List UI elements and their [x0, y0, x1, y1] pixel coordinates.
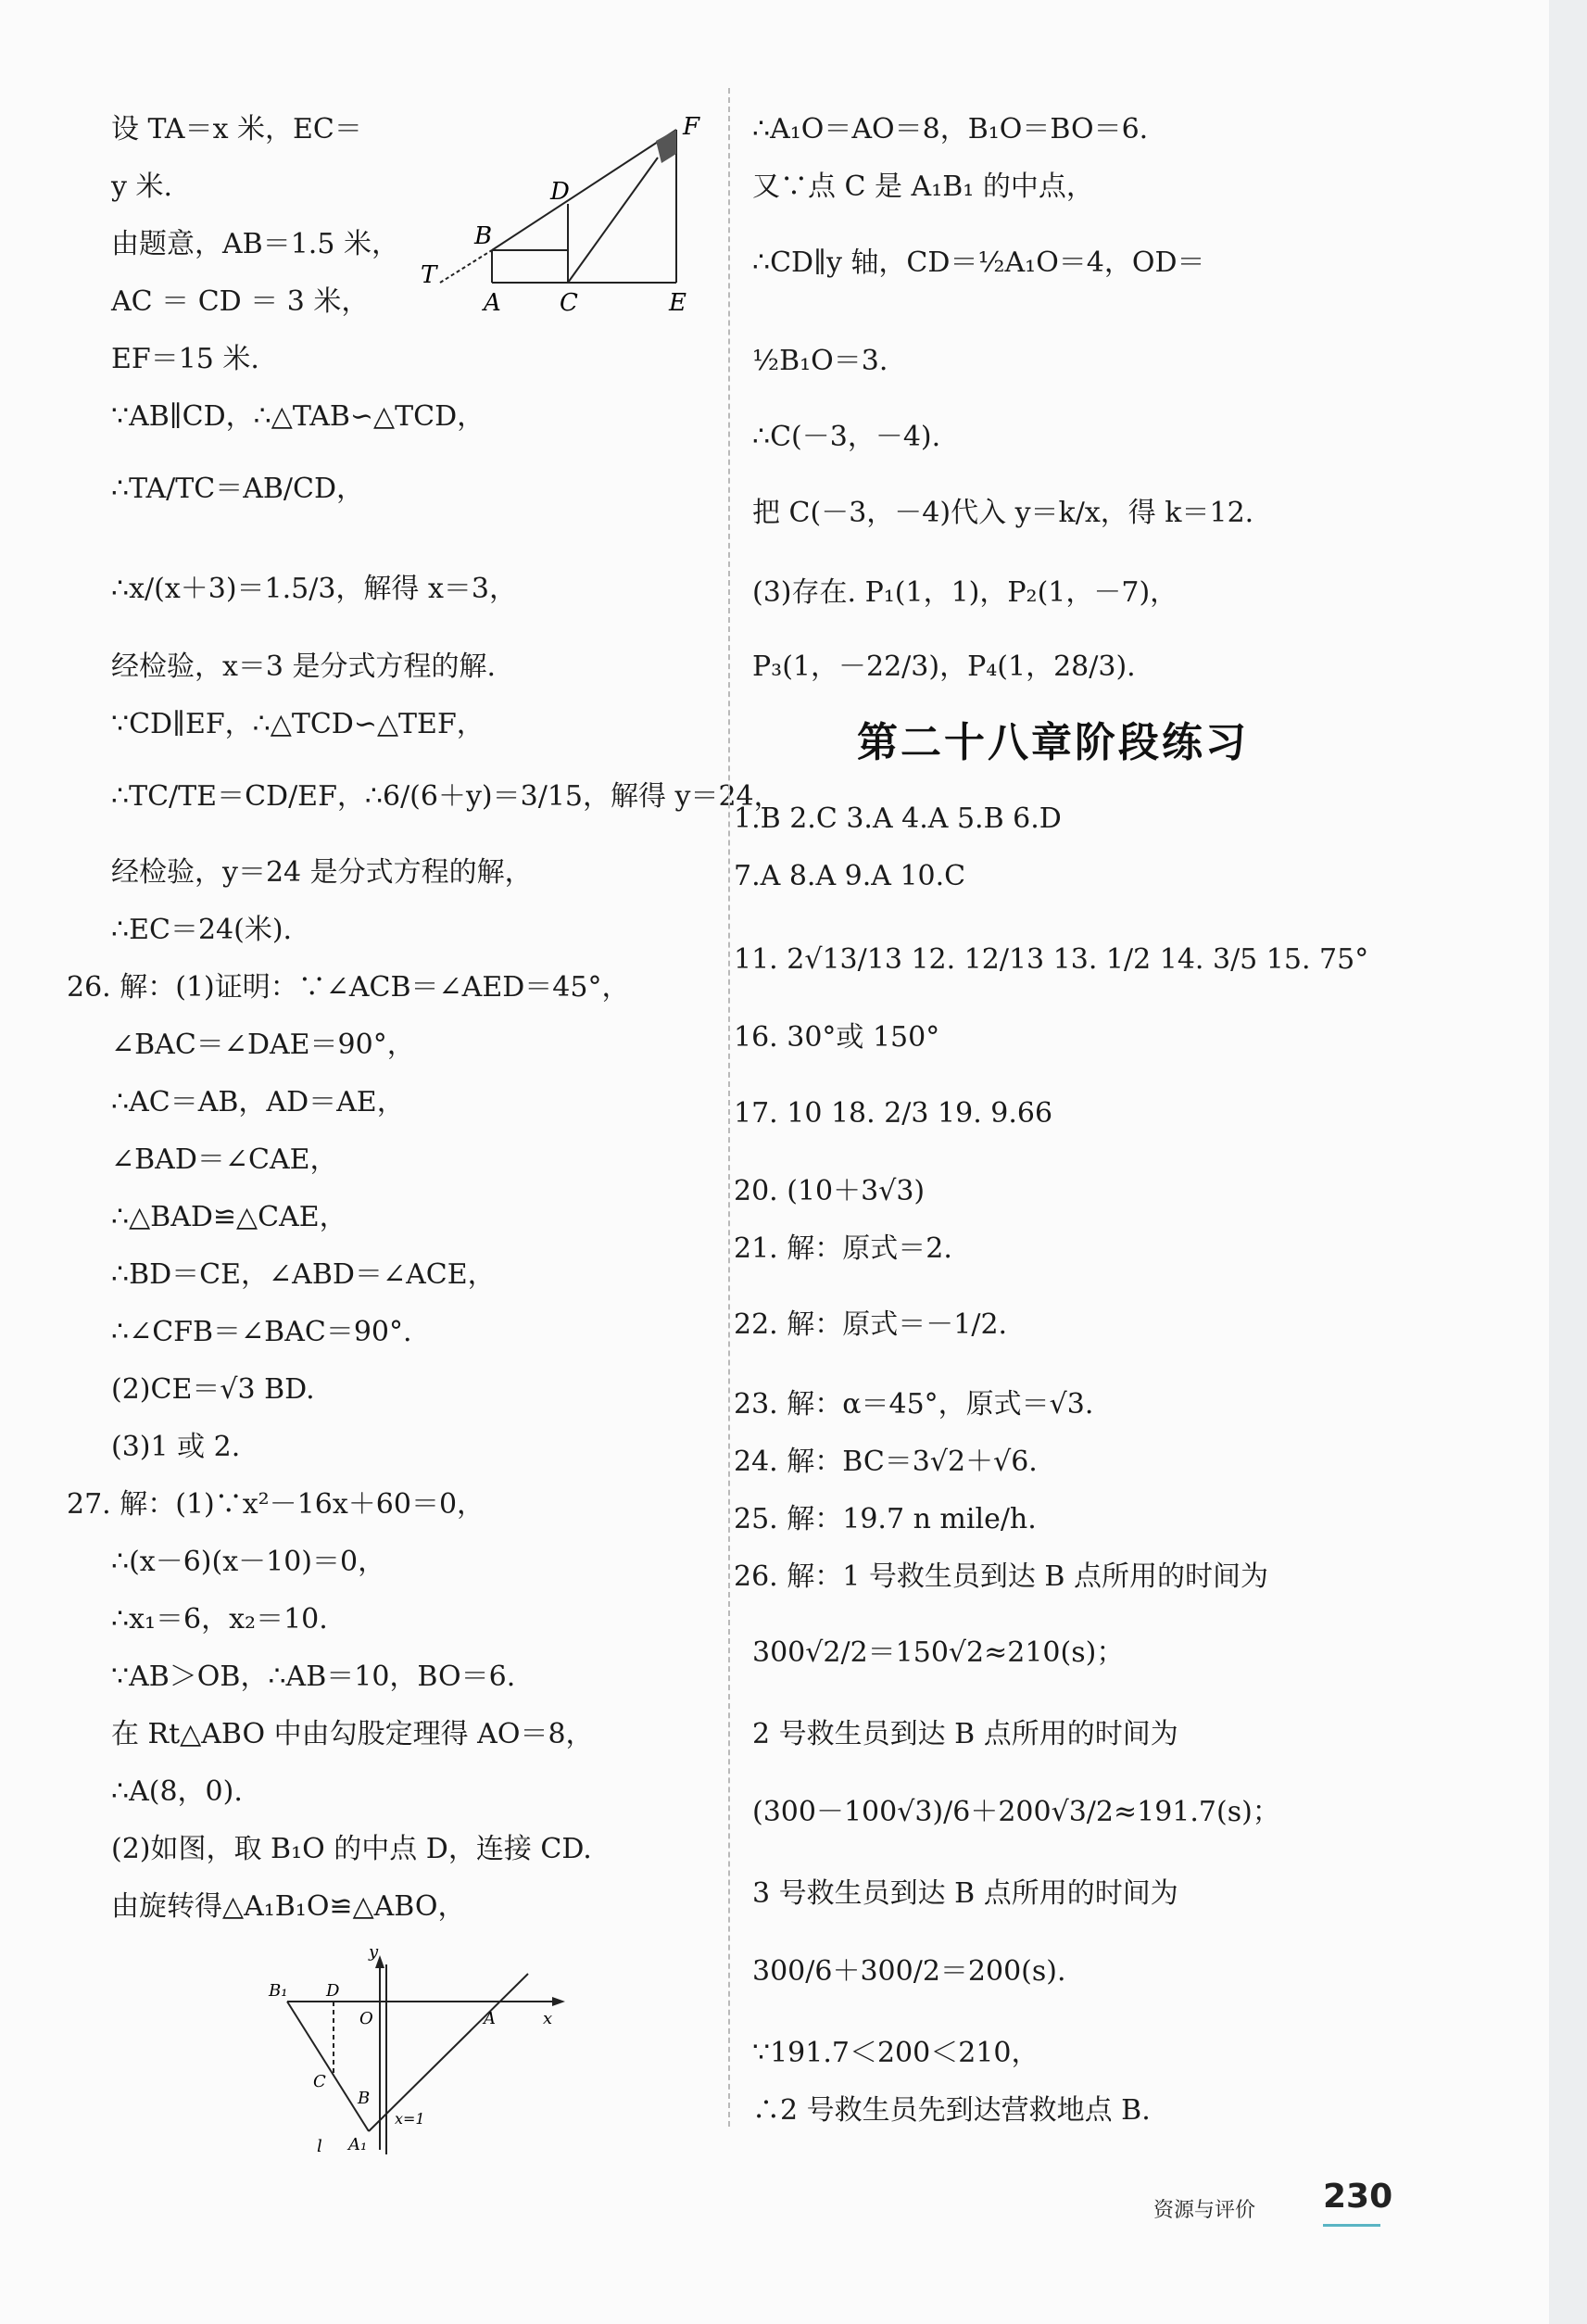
- footer-label: 资源与评价: [1153, 2199, 1256, 2222]
- right-column-line: 26. 解：1 号救生员到达 B 点所用的时间为: [734, 1560, 1268, 1593]
- fig2-label-1: B₁: [269, 1981, 288, 2001]
- left-column-line: ∴x₁＝6，x₂＝10.: [111, 1603, 328, 1636]
- left-column-line: (3)1 或 2.: [111, 1431, 241, 1463]
- left-column-line: EF＝15 米.: [111, 343, 259, 375]
- page-number: 230: [1323, 2178, 1393, 2216]
- right-column-line: 24. 解：BC＝3√2＋√6.: [734, 1446, 1038, 1478]
- right-column-line: ∴2 号救生员先到达营救地点 B.: [752, 2094, 1151, 2127]
- left-column-line: (2)CE＝√3 BD.: [111, 1373, 315, 1406]
- chapter-heading: 第二十八章阶段练习: [857, 719, 1249, 766]
- left-column-line: y 米.: [111, 171, 173, 203]
- page-number-underline: [1323, 2224, 1380, 2227]
- fig2-label-4: A: [484, 2009, 496, 2028]
- left-column-line: ∴∠CFB＝∠BAC＝90°.: [111, 1316, 412, 1348]
- right-column-line: (3)存在. P₁(1，1)，P₂(1，－7)，: [752, 576, 1178, 609]
- left-column-line: ∴BD＝CE，∠ABD＝∠ACE，: [111, 1258, 496, 1291]
- left-column-line: 设 TA＝x 米，EC＝: [111, 113, 362, 145]
- left-column-line: ∴x/(x＋3)＝1.5/3，解得 x＝3，: [111, 573, 517, 605]
- fig1-label-0: F: [683, 113, 700, 141]
- left-column-line: 26. 解：(1)证明：∵∠ACB＝∠AED＝45°，: [67, 971, 630, 1004]
- left-column-line: ∴AC＝AB，AD＝AE，: [111, 1086, 405, 1118]
- left-column-line: ∵AB＞OB，∴AB＝10，BO＝6.: [111, 1661, 516, 1693]
- fig1-label-4: A: [484, 289, 501, 317]
- right-column-line: 3 号救生员到达 B 点所用的时间为: [752, 1877, 1178, 1910]
- left-column-line: 在 Rt△ABO 中由勾股定理得 AO＝8，: [111, 1718, 594, 1750]
- right-column-line: ∵191.7＜200＜210，: [752, 2037, 1039, 2069]
- left-column-line: ∠BAC＝∠DAE＝90°，: [111, 1029, 415, 1061]
- left-column-line: ∴TC/TE＝CD/EF，∴6/(6＋y)＝3/15，解得 y＝24，: [111, 780, 782, 813]
- right-column-line: 22. 解：原式＝－1/2.: [734, 1308, 1008, 1341]
- right-column-line: (300－100√3)/6＋200√3/2≈191.7(s)；: [752, 1796, 1280, 1828]
- left-column-line: AC ＝ CD ＝ 3 米，: [111, 285, 370, 318]
- left-column-line: ∴TA/TC＝AB/CD，: [111, 473, 365, 505]
- rotation-figure: [250, 1937, 574, 2168]
- left-column-line: 经检验，y＝24 是分式方程的解，: [111, 856, 533, 889]
- right-column-line: ∴A₁O＝AO＝8，B₁O＝BO＝6.: [752, 113, 1149, 145]
- left-column-line: ∴(x－6)(x－10)＝0，: [111, 1546, 386, 1578]
- right-column-line: 300√2/2＝150√2≈210(s)；: [752, 1636, 1125, 1669]
- fig2-label-6: C: [313, 2072, 326, 2091]
- left-column-line: ∵AB∥CD，∴△TAB∽△TCD，: [111, 400, 485, 433]
- right-column-line: 把 C(－3，－4)代入 y＝k/x，得 k＝12.: [752, 497, 1254, 529]
- fig2-label-3: O: [359, 2009, 373, 2028]
- fig2-label-5: x: [543, 2009, 553, 2028]
- right-column-line: 300/6＋300/2＝200(s).: [752, 1955, 1066, 1988]
- fig1-label-3: T: [421, 261, 437, 289]
- left-column-line: 由旋转得△A₁B₁O≌△ABO，: [111, 1890, 466, 1923]
- fig2-label-0: y: [369, 1942, 379, 1962]
- fig1-label-5: C: [560, 289, 578, 317]
- left-column-line: ∠BAD＝∠CAE，: [111, 1143, 338, 1176]
- right-column-line: 7.A 8.A 9.A 10.C: [734, 860, 966, 892]
- right-column-line: P₃(1，－22/3)，P₄(1，28/3).: [752, 650, 1136, 683]
- fig2-label-2: D: [326, 1981, 340, 2001]
- right-column-line: 1.B 2.C 3.A 4.A 5.B 6.D: [734, 802, 1062, 835]
- right-column-line: 20. (10＋3√3): [734, 1175, 926, 1207]
- right-column-line: 16. 30°或 150°: [734, 1021, 940, 1054]
- fig2-label-9: l: [317, 2137, 322, 2156]
- left-column-line: ∵CD∥EF，∴△TCD∽△TEF，: [111, 708, 485, 740]
- left-column-line: ∴△BAD≌△CAE，: [111, 1201, 347, 1233]
- right-column-line: 11. 2√13/13 12. 12/13 13. 1/2 14. 3/5 15. 75°: [734, 943, 1369, 976]
- fig1-label-2: B: [474, 222, 493, 250]
- right-column-line: 23. 解：α＝45°，原式＝√3.: [734, 1388, 1094, 1421]
- similar-triangles-figure: [417, 111, 713, 324]
- right-column-line: ½B₁O＝3.: [752, 345, 888, 377]
- right-column-line: ∴CD∥y 轴，CD＝½A₁O＝4，OD＝: [752, 246, 1205, 279]
- fig1-label-6: E: [669, 289, 686, 317]
- right-column-line: 2 号救生员到达 B 点所用的时间为: [752, 1718, 1178, 1750]
- left-column-line: (2)如图，取 B₁O 的中点 D，连接 CD.: [111, 1833, 592, 1865]
- fig2-label-8: x=1: [395, 2110, 425, 2128]
- right-column-line: 25. 解：19.7 n mile/h.: [734, 1503, 1037, 1535]
- left-column-line: 由题意，AB＝1.5 米，: [111, 228, 399, 260]
- left-column-line: ∴EC＝24(米).: [111, 914, 293, 946]
- fig2-label-7: B: [358, 2089, 371, 2108]
- column-divider: [728, 88, 730, 2127]
- fig2-label-10: A₁: [348, 2135, 368, 2154]
- right-column-line: 17. 10 18. 2/3 19. 9.66: [734, 1097, 1053, 1130]
- right-column-line: ∴C(－3，－4).: [752, 421, 941, 453]
- right-column-line: 21. 解：原式＝2.: [734, 1232, 952, 1265]
- left-column-line: 经检验，x＝3 是分式方程的解.: [111, 650, 497, 683]
- fig1-label-1: D: [550, 178, 570, 206]
- right-column-line: 又∵点 C 是 A₁B₁ 的中点，: [752, 171, 1094, 203]
- left-column-line: ∴A(8，0).: [111, 1775, 243, 1808]
- left-column-line: 27. 解：(1)∵x²－16x＋60＝0，: [67, 1488, 485, 1521]
